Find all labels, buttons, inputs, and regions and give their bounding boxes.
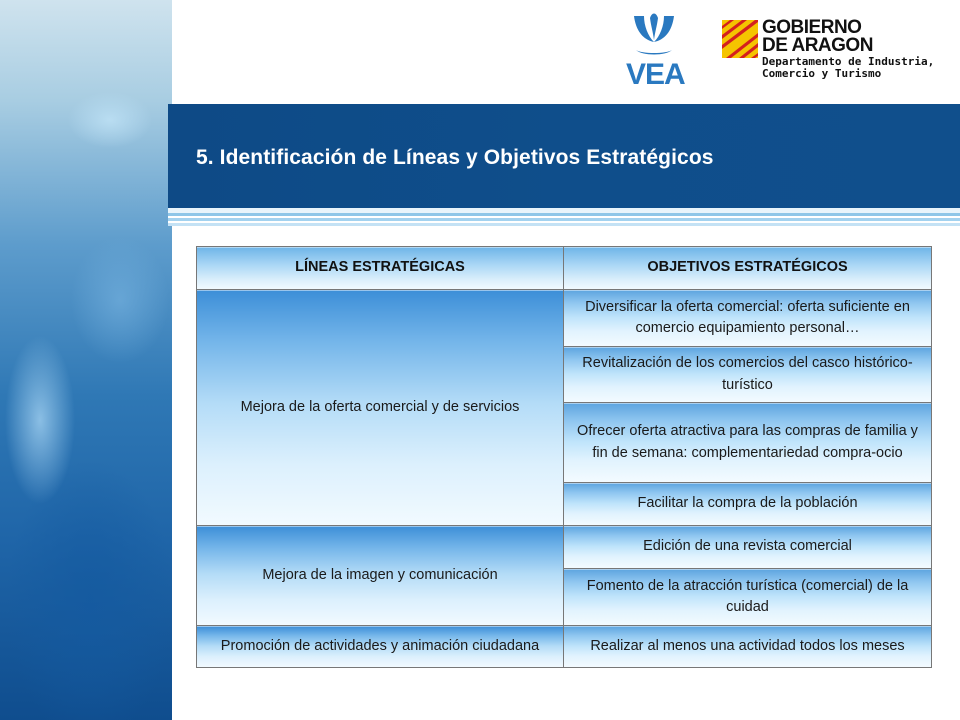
objective-cell: Diversificar la oferta comercial: oferta suficiente en comercio equipamiento personal… [564,290,932,347]
objective-cell: Edición de una revista comercial [564,526,932,569]
table-row [197,290,932,347]
gobierno-line-3: Departamento de Industria, [762,55,935,68]
header-stripe-6 [168,223,960,226]
header-objetivos: OBJETIVOS ESTRATÉGICOS [564,247,932,290]
gobierno-line-2: DE ARAGON [762,35,873,56]
objective-cell: Facilitar la compra de la población [564,483,932,526]
table-row [197,626,932,668]
side-decorative-panel [0,0,172,720]
strategic-line-cell: Mejora de la oferta comercial y de servicios [197,290,564,526]
objective-cell: Fomento de la atracción turística (comercial) de la cuidad [564,569,932,626]
header-lineas: LÍNEAS ESTRATÉGICAS [197,247,564,290]
strategic-line-cell: Promoción de actividades y animación ciudadana [197,626,564,668]
strategic-lines-table [196,246,932,668]
objective-cell: Realizar al menos una actividad todos los meses [564,626,932,668]
strategic-line-cell: Mejora de la imagen y comunicación [197,526,564,626]
gobierno-line-1: GOBIERNO [762,17,862,38]
objective-cell: Revitalización de los comercios del casco histórico-turístico [564,347,932,403]
aragon-flag-icon [722,20,758,58]
gobierno-line-4: Comercio y Turismo [762,67,882,80]
gobierno-aragon-logo [722,18,952,88]
page-title: 5. Identificación de Líneas y Objetivos Estratégicos [196,146,714,169]
table-header-row [197,247,932,290]
vea-logo [622,10,688,91]
objective-cell: Ofrecer oferta atractiva para las compras de familia y fin de semana: complementariedad compra-ocio [564,403,932,483]
vea-logo-text: VEA [626,58,685,91]
table-row [197,526,932,569]
